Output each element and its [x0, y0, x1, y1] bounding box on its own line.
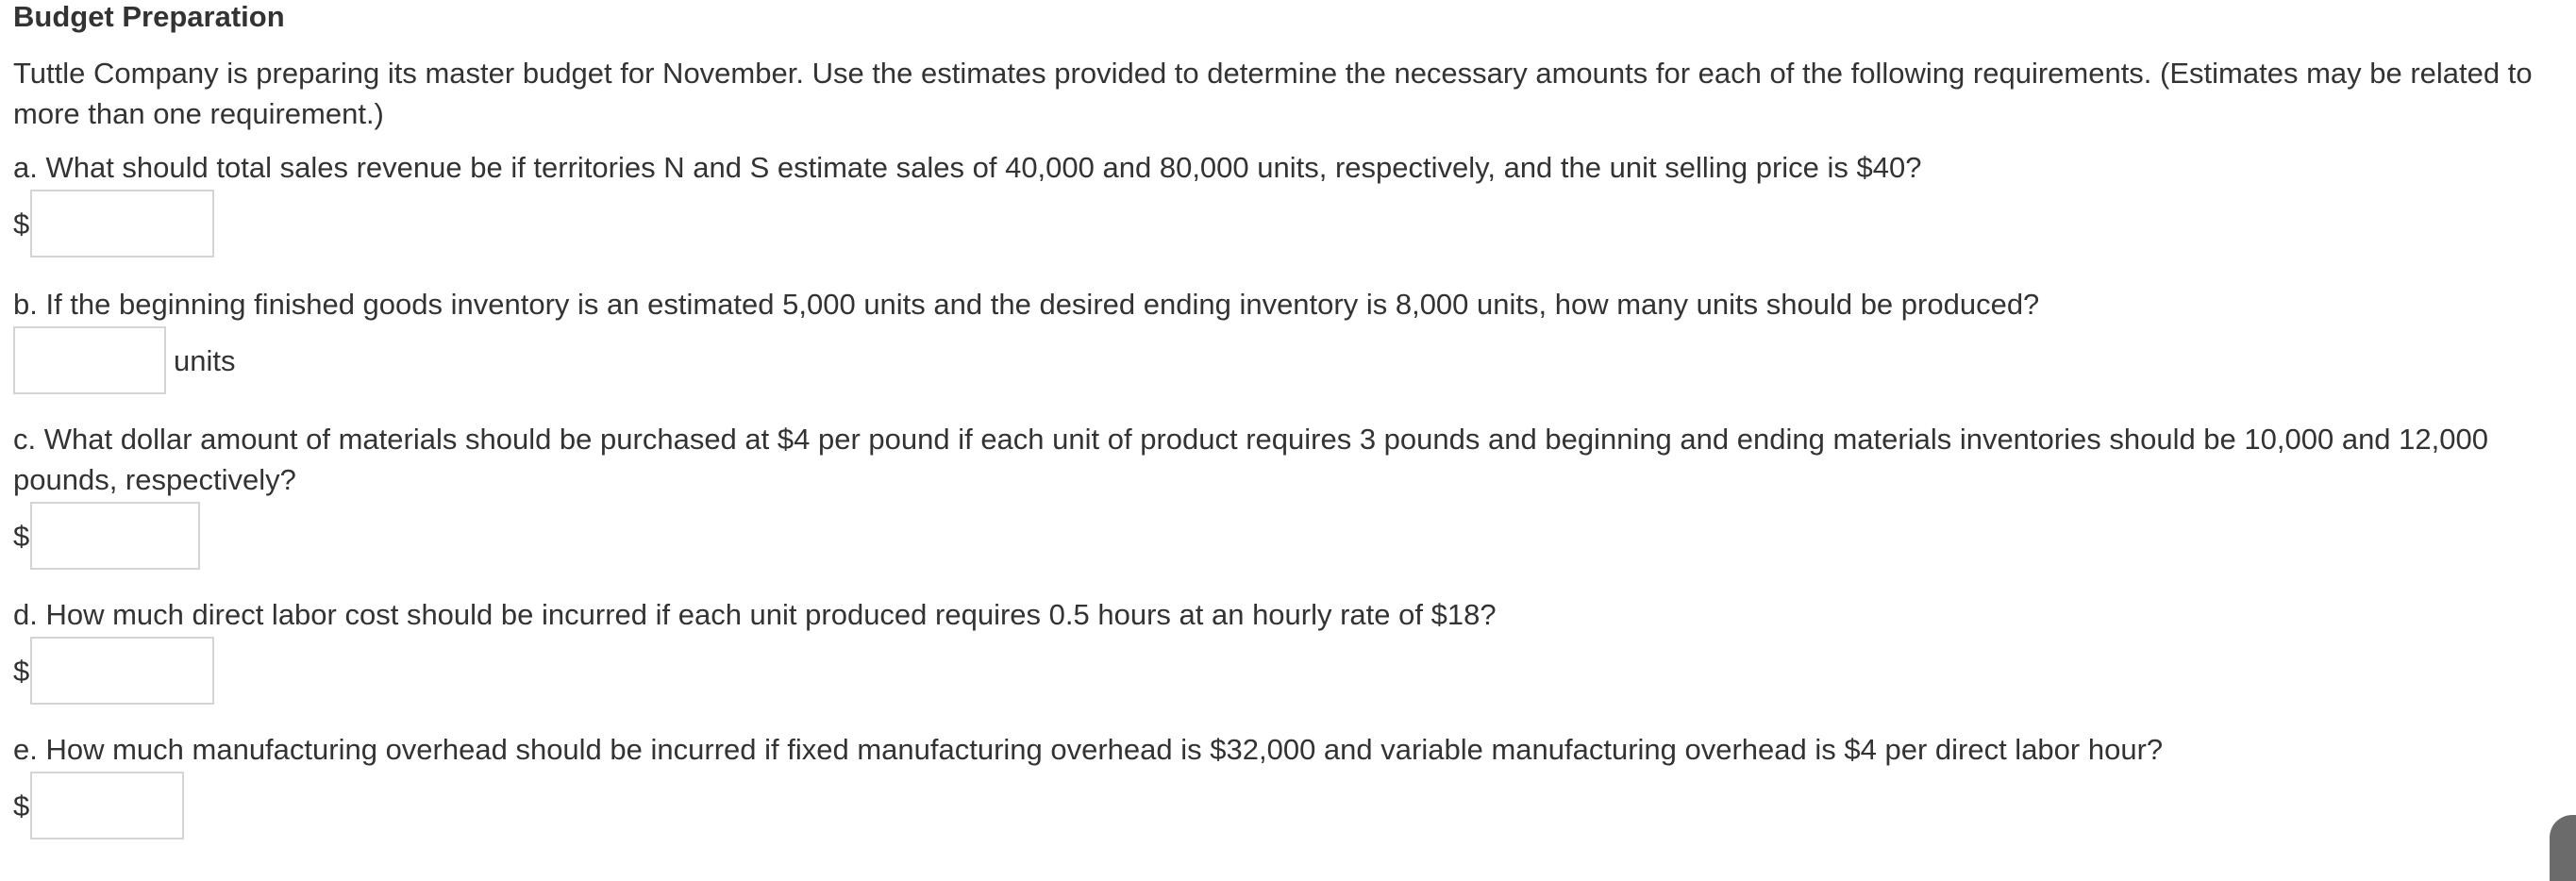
question-a-text: a. What should total sales revenue be if territories N and S estimate sales of 40,000 and 80,000 units, respectively, and the unit selling price is $40? — [13, 151, 1922, 184]
intro-text: Tuttle Company is preparing its master budget for November. Use the estimates provided to determine the necessary amounts for each of the following requirements. (Estimates may be related to more than one requirement.) — [13, 57, 2533, 130]
question-e-answer-row — [13, 772, 2561, 839]
question-e-text: e. How much manufacturing overhead should be incurred if fixed manufacturing overhead is $32,000 and variable manufacturing overhead is $4 per direct labor hour? — [13, 733, 2164, 766]
question-a-answer-row — [13, 190, 2561, 258]
question-c-currency-symbol: $ — [13, 519, 30, 553]
scrollbar-handle[interactable] — [2550, 815, 2576, 881]
question-a-currency-symbol: $ — [13, 207, 30, 241]
question-d-answer-row — [13, 637, 2561, 705]
question-d-currency-symbol: $ — [13, 654, 30, 688]
question-d-answer-input[interactable] — [30, 637, 214, 705]
question-d-text: d. How much direct labor cost should be incurred if each unit produced requires 0.5 hours at an hourly rate of $18? — [13, 598, 1497, 631]
page-title: Budget Preparation — [13, 0, 285, 33]
question-b-answer-row — [13, 326, 2561, 394]
question-c-answer-input[interactable] — [30, 502, 200, 570]
question-b-text: b. If the beginning finished goods inventory is an estimated 5,000 units and the desired ending inventory is 8,000 units, how many units should be produced? — [13, 288, 2040, 321]
question-b-answer-input[interactable] — [13, 326, 166, 394]
question-c-answer-row — [13, 502, 2561, 570]
question-b-unit-label: units — [174, 343, 236, 377]
question-a-answer-input[interactable] — [30, 190, 214, 258]
question-e-currency-symbol: $ — [13, 789, 30, 823]
page-content — [13, 0, 2561, 839]
question-c-text: c. What dollar amount of materials should be purchased at $4 per pound if each unit of product requires 3 pounds and beginning and ending materials inventories should be 10,000 and 12,000 pounds, respectively? — [13, 423, 2488, 496]
question-e-answer-input[interactable] — [30, 772, 184, 839]
